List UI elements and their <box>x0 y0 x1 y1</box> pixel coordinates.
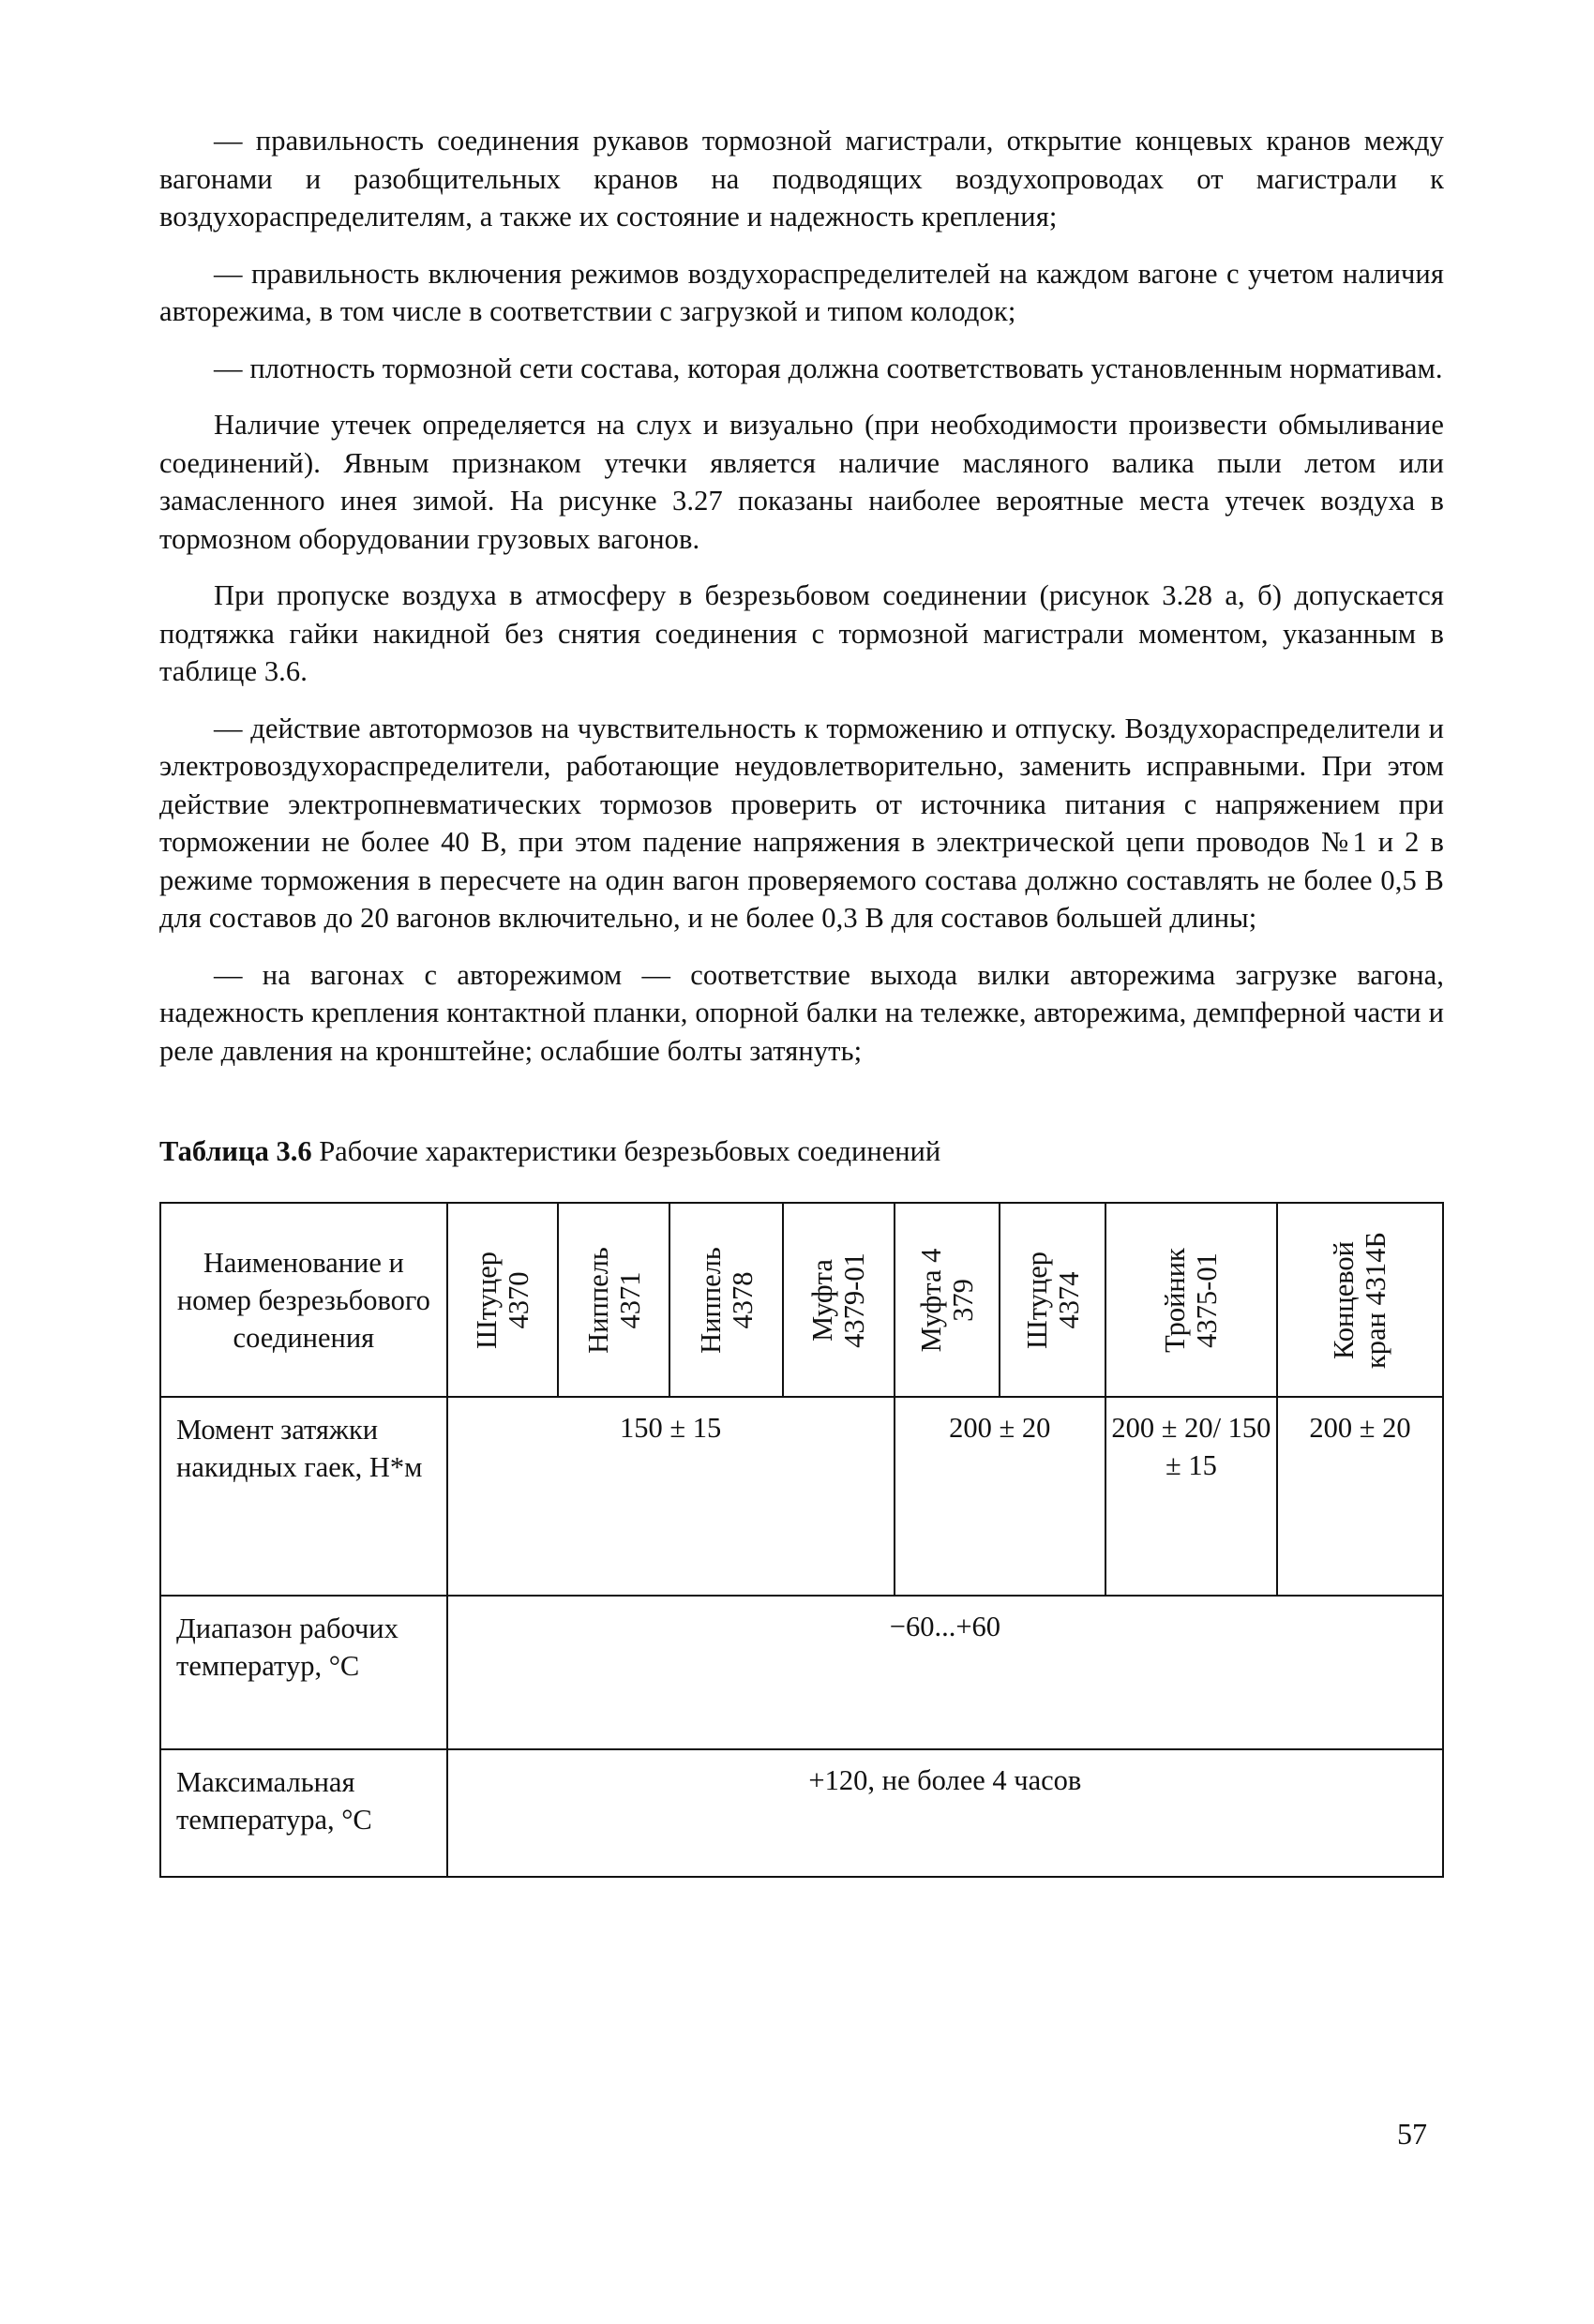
page-number: 57 <box>1397 2117 1427 2151</box>
paragraph: — на вагонах с авторежимом — соответствие выхода вилки авторежима загрузке вагона, надежность крепления контактной планки, опорной балки на тележке, авторежима, демпферной части и реле давления на кронштейне; ослабшие болты затянуть; <box>159 958 1444 1067</box>
table-caption-label: Таблица 3.6 <box>159 1135 312 1167</box>
header-column: Штуцер 4370 <box>447 1203 559 1397</box>
row-label: Диапазон рабочих температур, °С <box>160 1596 447 1749</box>
table-row <box>160 1596 1443 1749</box>
paragraph: — правильность включения режимов воздухораспределителей на каждом вагоне с учетом наличия авторежима, в том числе в соответствии с загрузкой и типом колодок; <box>159 257 1444 327</box>
paragraph: — плотность тормозной сети состава, которая должна соответствовать установленным нормативам. <box>214 352 1443 384</box>
header-column: Ниппель 4378 <box>669 1203 783 1397</box>
table-cell: 150 ± 15 <box>447 1397 895 1596</box>
table-row <box>160 1397 1443 1596</box>
specs-table <box>159 1202 1444 1878</box>
table-caption <box>159 1132 1444 1170</box>
table-cell: +120, не более 4 часов <box>447 1749 1443 1877</box>
header-column: Муфта 4 379 <box>895 1203 1000 1397</box>
paragraph: — действие автотормозов на чувствительность к торможению и отпуску. Воздухораспределители и электровоздухораспределители, работающие неудовлетворительно, заменить исправными. При этом действие электропневматических тормозов проверить от источника питания с напряжением при торможении не более 40 В, при этом падение напряжения в электрической цепи проводов №1 и 2 в режиме торможения в пересчете на один вагон проверяемого состава должно составлять не более 0,5 В для составов до 20 вагонов включительно, и не более 0,3 В для составов большей длины; <box>159 712 1444 934</box>
table-cell: 200 ± 20/ 150 ± 15 <box>1105 1397 1277 1596</box>
table-row <box>160 1749 1443 1877</box>
row-label: Момент затяжки накидных гаек, Н*м <box>160 1397 447 1596</box>
table-cell: 200 ± 20 <box>1277 1397 1443 1596</box>
page-content <box>159 122 1444 1878</box>
table-header-row <box>160 1203 1443 1397</box>
paragraph: Наличие утечек определяется на слух и визуально (при необходимости произвести обмыливание соединений). Явным признаком утечки является наличие масляного валика пыли летом или замасленного инея зимой. На рисунке 3.27 показаны наиболее вероятные места утечек воздуха в тормозном оборудовании грузовых вагонов. <box>159 409 1444 555</box>
header-name-cell: Наименование и номер безрезьбового соединения <box>160 1203 447 1397</box>
row-label: Максимальная температура, °С <box>160 1749 447 1877</box>
header-column: Концевой кран 4314Б <box>1277 1203 1443 1397</box>
paragraph: При пропуске воздуха в атмосферу в безрезьбовом соединении (рисунок 3.28 а, б) допускается подтяжка гайки накидной без снятия соединения с тормозной магистрали моментом, указанным в таблице 3.6. <box>159 579 1444 687</box>
table-caption-text: Рабочие характеристики безрезьбовых соединений <box>311 1135 941 1167</box>
header-column: Штуцер 4374 <box>1000 1203 1105 1397</box>
header-column: Тройник 4375-01 <box>1105 1203 1277 1397</box>
header-column: Ниппель 4371 <box>558 1203 669 1397</box>
paragraph: — правильность соединения рукавов тормозной магистрали, открытие концевых кранов между вагонами и разобщительных кранов на подводящих воздухопроводах от магистрали к воздухораспределителям, а также их состояние и надежность крепления; <box>159 125 1444 232</box>
table-cell: 200 ± 20 <box>895 1397 1105 1596</box>
table-cell: −60...+60 <box>447 1596 1443 1749</box>
header-column: Муфта 4379-01 <box>783 1203 895 1397</box>
